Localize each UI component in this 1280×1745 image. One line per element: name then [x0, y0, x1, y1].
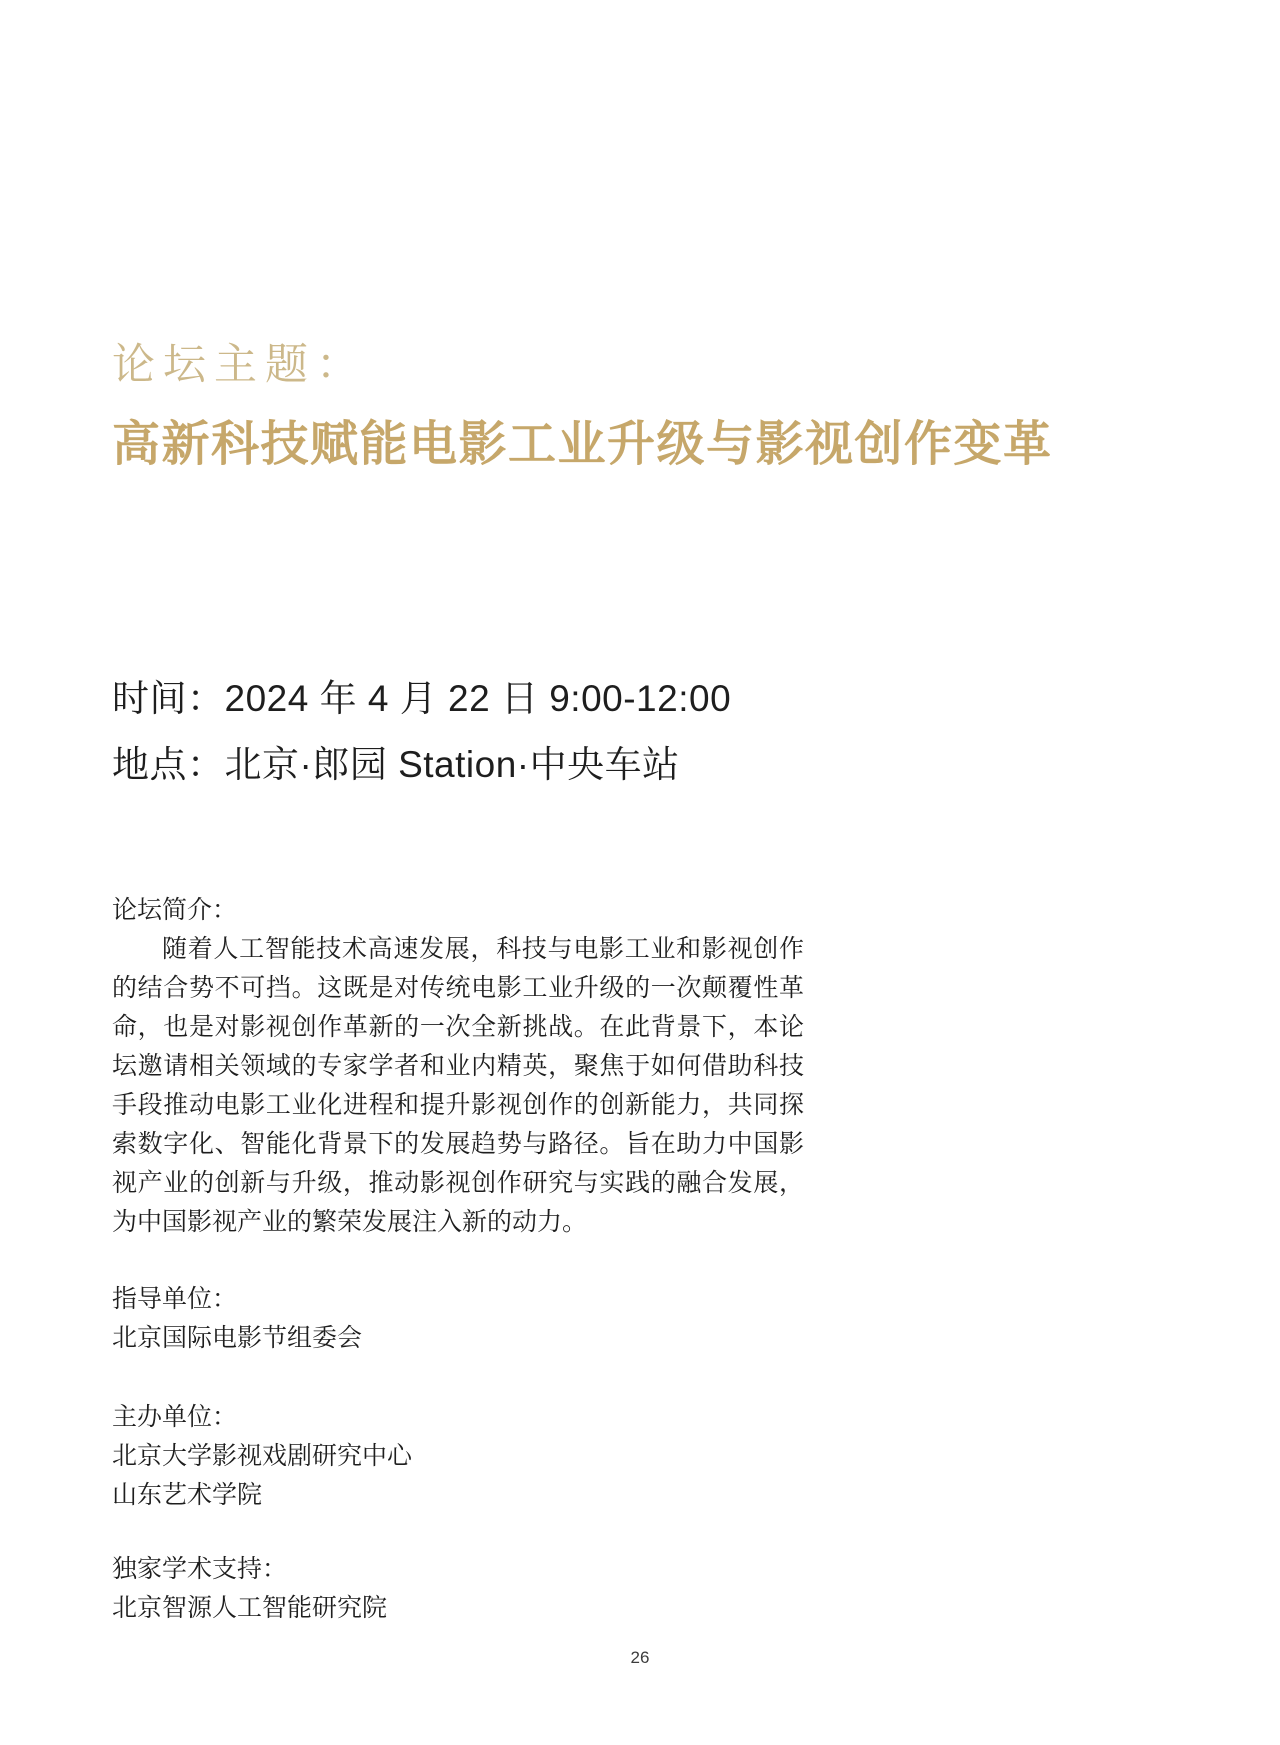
- forum-title: 高新科技赋能电影工业升级与影视创作变革: [112, 418, 1053, 471]
- event-meta: [112, 666, 731, 798]
- forum-theme-kicker: 论坛主题：: [112, 341, 367, 389]
- forum-introduction: [112, 891, 804, 1242]
- event-location: 地点：北京·郎园 Station·中央车站: [112, 744, 680, 785]
- section-label: 主办单位：: [112, 1403, 238, 1431]
- section-item: 北京国际电影节组委会: [112, 1324, 363, 1352]
- intro-paragraph: 随着人工智能技术高速发展，科技与电影工业和影视创作的结合势不可挡。这既是对传统电影工业升级的一次颠覆性革命，也是对影视创作革新的一次全新挑战。在此背景下，本论坛邀请相关领域的专家学者和业内精英，聚焦于如何借助科技手段推动电影工业化进程和提升影视创作的创新能力，共同探索数字化、智能化背景下的发展趋势与路径。旨在助力中国影视产业的创新与升级，推动影视创作研究与实践的融合发展，为中国影视产业的繁荣发展注入新的动力。: [112, 935, 804, 1236]
- page-number: 26: [630, 1648, 650, 1667]
- section-label: 指导单位：: [112, 1285, 238, 1313]
- event-time: 时间：2024 年 4 月 22 日 9:00-12:00: [112, 678, 732, 719]
- section-label: 独家学术支持：: [112, 1555, 288, 1583]
- section-guidance-unit: [112, 1280, 362, 1358]
- section-item: 北京大学影视戏剧研究中心: [112, 1442, 413, 1470]
- section-host-unit: [112, 1398, 412, 1515]
- section-academic-support: [112, 1550, 387, 1628]
- section-item: 山东艺术学院: [112, 1481, 263, 1509]
- section-item: 北京智源人工智能研究院: [112, 1594, 388, 1622]
- intro-label: 论坛简介：: [112, 896, 238, 924]
